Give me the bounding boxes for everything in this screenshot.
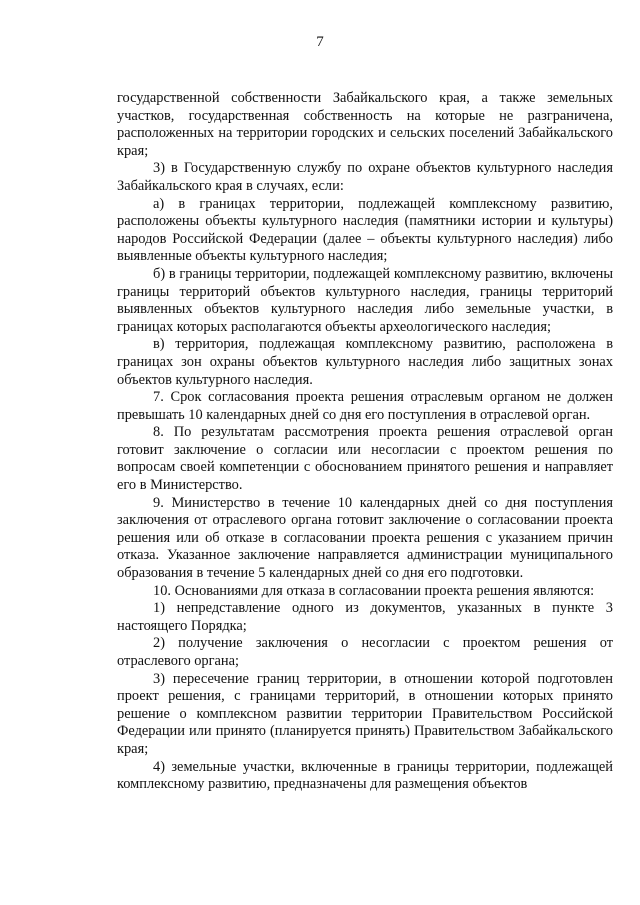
paragraph-subitem-a: а) в границах территории, подлежащей комплексному развитию, расположены объекты культурного наследия (памятники истории и культуры) народов Российской Федерации (далее – объекты культурного наследия) либо выявленные объекты культурного наследия; — [117, 195, 613, 265]
paragraph-clause-8: 8. По результатам рассмотрения проекта решения отраслевой орган готовит заключение о согласии или несогласии с проектом решения по вопросам своей компетенции с обоснованием принятого решения и направляет его в Министерство. — [117, 424, 613, 494]
paragraph-item-3: 3) в Государственную службу по охране объектов культурного наследия Забайкальского края в случаях, если: — [117, 160, 613, 194]
paragraph-clause-10: 10. Основаниями для отказа в согласовании проекта решения являются: — [153, 582, 595, 599]
paragraph-subitem-b: б) в границы территории, подлежащей комплексному развитию, включены границы территорий объектов культурного наследия, границы территорий выявленных объектов культурного наследия либо земельные участки, в границах которых располагаются объекты археологического наследия; — [117, 265, 613, 335]
paragraph-ground-1: 1) непредставление одного из документов, указанных в пункте 3 настоящего Порядка; — [117, 600, 613, 634]
paragraph-ground-2: 2) получение заключения о несогласии с проектом решения от отраслевого органа; — [117, 635, 613, 669]
document-body — [117, 90, 613, 794]
paragraph-clause-9: 9. Министерство в течение 10 календарных дней со дня поступления заключения от отраслевого органа готовит заключение о согласовании проекта решения или об отказе в согласовании проекта решения с указанием причин отказа. Указанное заключение направляется администрации муниципального образования в течение 5 календарных дней со дня его подготовки. — [117, 494, 613, 582]
page-number: 7 — [316, 34, 324, 50]
paragraph-continuation: государственной собственности Забайкальского края, а также земельных участков, государственная собственность на которые не разграничена, расположенных на территории городских и сельских поселений Забайкальского края; — [117, 90, 613, 159]
paragraph-clause-7: 7. Срок согласования проекта решения отраслевым органом не должен превышать 10 календарных дней со дня его поступления в отраслевой орган. — [117, 389, 613, 423]
paragraph-ground-4: 4) земельные участки, включенные в границы территории, подлежащей комплексному развитию, предназначены для размещения объектов — [117, 758, 613, 793]
paragraph-ground-3: 3) пересечение границ территории, в отношении которой подготовлен проект решения, с границами территорий, в отношении которых принято решение о комплексном развитии территории Правительством Российской Федерации или принято (планируется принять) Правительством Забайкальского края; — [117, 670, 613, 757]
paragraph-subitem-v: в) территория, подлежащая комплексному развитию, расположена в границах зон охраны объектов культурного наследия либо защитных зонах объектов культурного наследия. — [117, 336, 613, 388]
